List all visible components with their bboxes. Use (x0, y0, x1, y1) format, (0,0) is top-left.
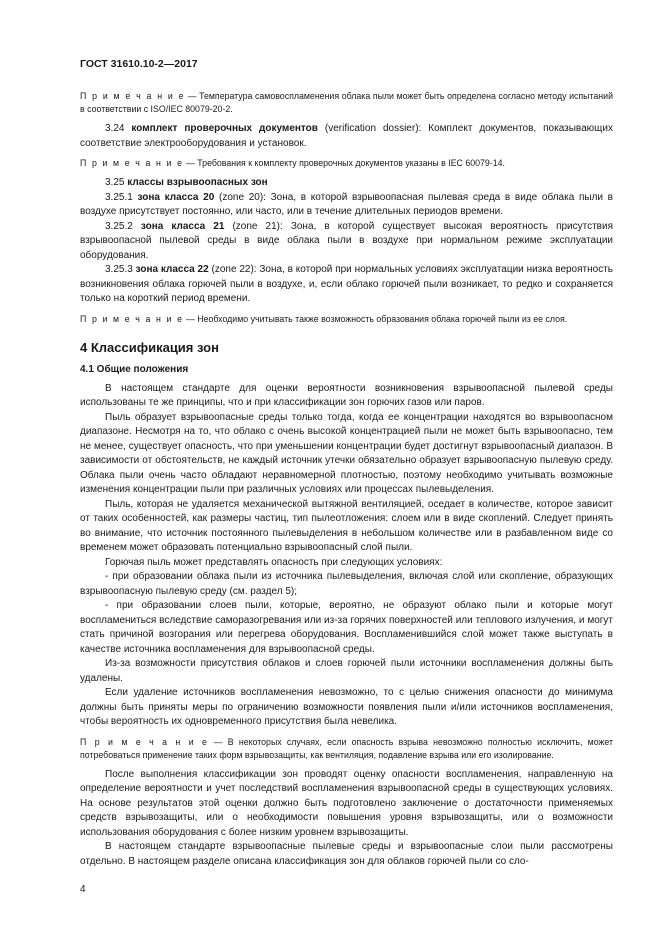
note-text: — В некоторых случаях, если опасность взрыва невозможно полностью исключить, может потребоваться применение таких форм взрывозащиты, как вентиляция, подавление взрыва или его изолирование. (80, 736, 613, 760)
note-text: — Температура самовоспламенения облака пыли может быть определена согласно методу испытаний в соответствии с ISO/IEC 80079-20-2. (80, 91, 613, 114)
paragraph: Пыль, которая не удаляется механической вытяжной вентиляцией, оседает в количестве, которое зависит от таких особенностей, как размеры частиц, тип пылеотложения: слоем или в виде скоплений. Следует принять во внимание, что источник постоянного пылевыделения в небольшом количестве или в разбавленном виде со временем может образовать потенциально взрывоопасный слой пыли. (80, 498, 613, 553)
clause-number: 3.25.1 (105, 191, 133, 203)
paragraph: Если удаление источников воспламенения невозможно, то с целью снижения опасности до минимума должны быть приняты меры по ограничению возможности появления пыли и/или источников воспламенения, чтобы вероятность их одновременного присутствия была невелика. (80, 687, 613, 727)
term: зона класса 21 (140, 220, 225, 232)
definition-3-25-2 (80, 220, 613, 264)
subsection-title: 4.1 Общие положения (80, 363, 189, 375)
clause-number: 3.24 (105, 123, 125, 134)
note-3 (80, 313, 613, 326)
section-title: 4 Классификация зон (80, 339, 219, 355)
definition-3-25-3 (80, 263, 613, 307)
note-label: П р и м е ч а н и е (80, 313, 184, 324)
paragraph: В настоящем стандарте взрывоопасные пылевые среды и взрывоопасные слои пыли рассмотрены отдельно. В настоящем разделе описана классификация зон для облаков горючей пыли со сло- (80, 841, 613, 867)
note-label: П р и м е ч а н и е (80, 91, 186, 101)
definition-3-24 (80, 122, 613, 151)
definition-3-25 (80, 176, 613, 191)
paragraph: Пыль образует взрывоопасные среды только тогда, когда ее концентрации находятся во взрывоопасном диапазоне. Несмотря на то, что облако с очень высокой концентрацией пыли не может быть взрывоопасно, тем не менее, существует опасность, что при уменьшении концентрации будет достигнут взрывоопасный диапазон. В зависимости от обстоятельств, не каждый источник утечки обязательно образует взрывоопасную пылевую среду. Облака пыли очень часто обладают неравномерной плотностью, поэтому необходимо учитывать возможные изменения концентрации пыли при различных условиях или процессах пылевыделения. (80, 411, 613, 495)
term: зона класса 22 (135, 264, 209, 275)
paragraph: Из-за возможности присутствия облаков и слоев горючей пыли источники воспламенения должны быть удалены. (80, 658, 613, 684)
paragraph: В настоящем стандарте для оценки вероятности возникновения взрывоопасной пылевой среды использованы те же принципы, что и при классификации зон горючих газов или паров. (80, 382, 613, 408)
definition-text: (zone 20): Зона, в которой взрывоопасная пылевая среда в виде облака пыли в воздухе присутствует постоянно, или часто, или в течение длительных периодов времени. (80, 191, 613, 217)
definition-text: (zone 21): Зона, в которой существует высокая вероятность присутствия взрывоопасной пылевой среды в виде облака пыли в воздухе при нормальном режиме эксплуатации оборудования. (80, 220, 613, 261)
term: зона класса 20 (137, 191, 215, 203)
page-number: 4 (80, 884, 86, 895)
note-label: П р и м е ч а н и е (80, 158, 184, 168)
note-1 (80, 90, 613, 116)
note-2 (80, 157, 613, 170)
clause-number: 3.25.2 (105, 220, 133, 232)
clause-number: 3.25 (105, 177, 125, 188)
definition-text: (zone 22): Зона, в которой при нормальных условиях эксплуатации низка вероятность возникновения облака горючей пыли в воздухе, и, если облако горючей пыли возникает, то редко и сохраняется только на короткий период времени. (80, 264, 613, 304)
term: комплект проверочных документов (131, 123, 318, 134)
document-page (80, 58, 613, 869)
definition-text: (verification dossier): Комплект документов, показывающих соответствие электрооборудования и установок. (80, 123, 613, 149)
note-4 (80, 736, 613, 762)
list-item: - при образовании облака пыли из источника пылевыделения, включая слой или скопление, образующих взрывоопасную пылевую среду (см. раздел 5); (80, 571, 613, 597)
note-text: — Требования к комплекту проверочных документов указаны в IEC 60079-14. (183, 158, 505, 168)
document-header: ГОСТ 31610.10-2—2017 (80, 58, 198, 70)
paragraph: После выполнения классификации зон проводят оценку опасности воспламенения, направленную на определение вероятности и учет последствий воспламенения взрывоопасной среды в существующих условиях. На основе результатов этой оценки должно быть подготовлено заключение о достаточности применяемых средств взрывозащиты, или о необходимости повышения уровня взрывозащиты, или о возможности использования оборудования с более низким уровнем взрывозащиты. (80, 768, 613, 838)
clause-number: 3.25.3 (105, 264, 133, 275)
paragraph: Горючая пыль может представлять опасность при следующих условиях: (105, 556, 443, 568)
list-item: - при образовании слоев пыли, которые, вероятно, не образуют облако пыли и которые могут воспламениться вследствие саморазогревания или из-за горячих поверхностей или теплового излучения, и могут стать причиной возгорания или перегрева оборудования. Воспламенившийся слой может также выступать в качестве источника воспламенения для взрывоопасной среды. (80, 600, 613, 655)
term: классы взрывоопасных зон (127, 177, 268, 188)
definition-3-25-1 (80, 191, 613, 220)
note-label: П р и м е ч а н и е (80, 736, 209, 747)
note-text: — Необходимо учитывать также возможность образования облака горючей пыли из ее слоя. (183, 313, 568, 324)
